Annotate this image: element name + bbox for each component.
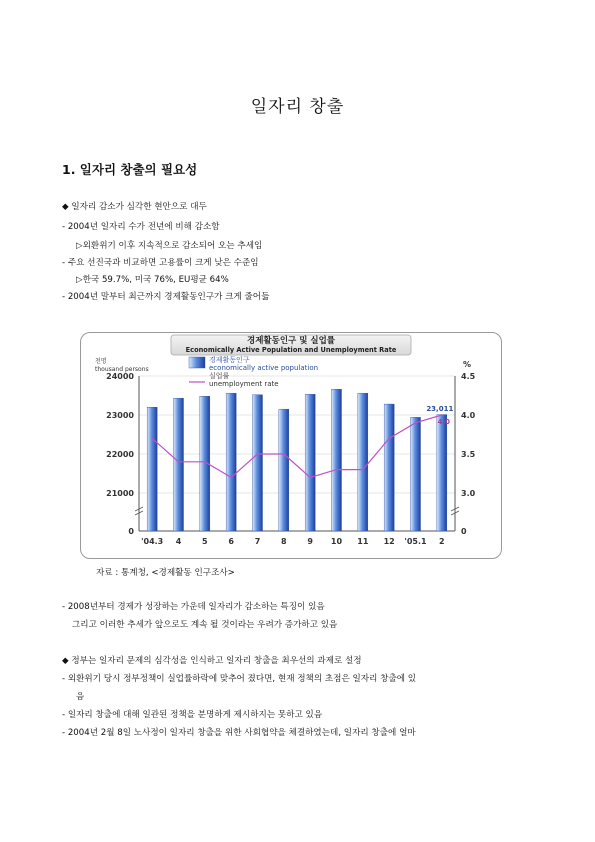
bar <box>411 417 421 531</box>
bullet-line: - 외환위기 당시 정부정책이 실업률하락에 맞추어 졌다면, 현재 정책의 초점은 일자리 창출에 있 <box>62 674 417 684</box>
line-point <box>230 477 232 479</box>
line-point <box>309 477 311 479</box>
line-point <box>388 438 390 440</box>
page-title: 일자리 창출 <box>250 97 345 117</box>
source-note: 자료 : 통계청, <경제활동 인구조사> <box>96 568 235 578</box>
bar <box>358 393 368 531</box>
bullet-line: ◆ 정부는 일자리 문제의 심각성을 인식하고 일자리 창출을 최우선의 과제로 설정 <box>62 656 362 666</box>
bar <box>437 415 447 531</box>
legend-swatch-bar <box>189 357 205 368</box>
bullet-line: 음 <box>76 692 85 702</box>
paragraph-line: - 2008년부터 경제가 성장하는 가운데 일자리가 감소하는 특징이 있음 <box>62 602 325 612</box>
bar <box>305 394 315 531</box>
legend-label-bar-en: economically active population <box>209 364 319 372</box>
bar <box>332 389 342 531</box>
line-point <box>362 469 364 471</box>
y-tick-label-right: 4.5 <box>461 372 476 381</box>
legend-label-bar-ko: 경제활동인구 <box>209 356 250 364</box>
y-tick-label-right: 3.0 <box>461 489 476 498</box>
x-tick-label: 12 <box>383 537 395 546</box>
bullet-line: - 일자리 창출에 대해 일관된 정책을 분명하게 제시하지는 못하고 있음 <box>62 710 323 720</box>
legend-label-line-en: unemployment rate <box>209 380 279 388</box>
y-tick-label-right: 3.5 <box>461 450 476 459</box>
y-tick-label-left: 21000 <box>106 489 134 498</box>
x-tick-label: '05.1 <box>404 537 427 546</box>
line-point <box>415 422 417 424</box>
x-tick-label: 8 <box>281 537 287 546</box>
paragraph-line: 그리고 이러한 추세가 앞으로도 계속 될 것이라는 우려가 증가하고 있음 <box>72 620 338 630</box>
x-tick-label: 5 <box>202 537 208 546</box>
section-heading: 1. 일자리 창출의 필요성 <box>62 162 198 177</box>
x-tick-label: 4 <box>175 537 182 546</box>
bar <box>147 407 157 531</box>
x-tick-label: 9 <box>307 537 313 546</box>
bar <box>174 398 184 531</box>
line-point <box>257 453 259 455</box>
y-tick-label-right: 4.0 <box>461 411 476 420</box>
bullet-line: ▷한국 59.7%, 미국 76%, EU평균 64% <box>76 275 229 285</box>
x-tick-label: 11 <box>357 537 369 546</box>
data-label-line: 4.0 <box>437 418 451 426</box>
x-tick-label: '04.3 <box>141 537 164 546</box>
line-point <box>151 438 153 440</box>
bar <box>384 404 394 531</box>
y-tick-label-left: 23000 <box>106 411 134 420</box>
data-label-bar: 23,011 <box>426 405 454 413</box>
y-tick-label-left: 0 <box>128 527 134 536</box>
y-tick-label-left: 24000 <box>106 372 134 381</box>
chart-subtitle: Economically Active Population and Unemployment Rate <box>185 346 397 354</box>
line-point <box>336 469 338 471</box>
line-point <box>204 461 206 463</box>
bar <box>226 393 236 531</box>
line-point <box>441 414 443 416</box>
bullet-line: ▷외환위기 이후 지속적으로 감소되어 오는 추세임 <box>76 241 263 251</box>
x-tick-label: 2 <box>439 537 445 546</box>
bullet-line: - 2004년 일자리 수가 전년에 비해 감소함 <box>62 222 220 232</box>
line-point <box>178 461 180 463</box>
bar <box>253 395 263 531</box>
y-axis-label-right: % <box>463 360 472 369</box>
y-tick-label-left: 22000 <box>106 450 134 459</box>
bullet-line: ◆ 일자리 감소가 심각한 현안으로 대두 <box>62 202 207 212</box>
y-axis-label-left-en: thousand persons <box>95 366 149 373</box>
line-point <box>283 453 285 455</box>
unemployment-line <box>152 415 442 477</box>
chart-title: 경제활동인구 및 실업률 <box>246 336 336 346</box>
bullet-line: - 주요 선진국과 비교하면 고용률이 크게 낮은 수준임 <box>62 258 259 268</box>
chart-frame <box>80 332 502 559</box>
bullet-line: - 2004년 2월 8일 노사정이 일자리 창출을 위한 사회협약을 체결하였는데, 일자리 창출에 얼마 <box>62 728 416 738</box>
bar <box>279 409 289 531</box>
legend-label-line-ko: 실업률 <box>209 372 230 380</box>
combo-chart <box>81 333 501 558</box>
x-tick-label: 6 <box>228 537 234 546</box>
x-tick-label: 10 <box>330 537 343 546</box>
bullet-line: - 2004년 말부터 최근까지 경제활동인구가 크게 줄어듦 <box>62 292 270 302</box>
y-axis-label-left-ko: 천명 <box>95 358 107 365</box>
y-tick-label-right: 0 <box>461 527 467 536</box>
x-tick-label: 7 <box>254 537 261 546</box>
